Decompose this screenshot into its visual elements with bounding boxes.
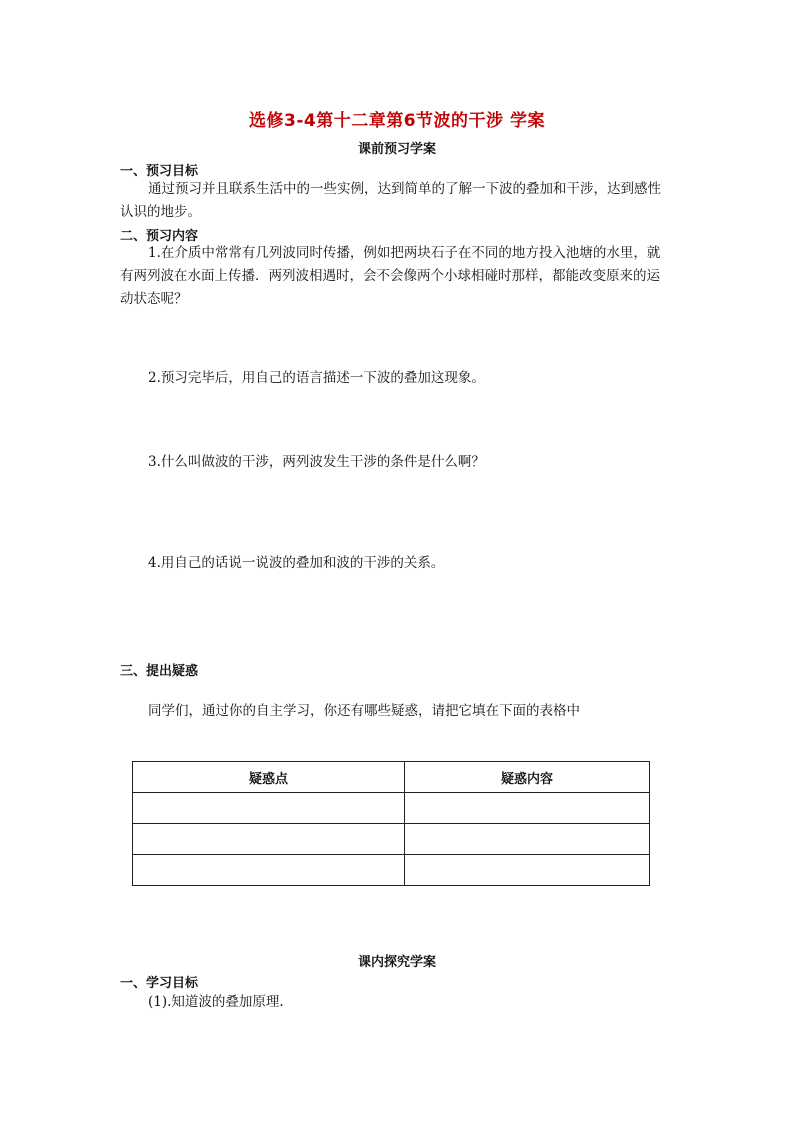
- question3: 3.什么叫做波的干涉，两列波发生干涉的条件是什么啊？: [148, 454, 485, 470]
- table-row: [133, 793, 650, 824]
- question1-line2: 有两列波在水面上传播．两列波相遇时，会不会像两个小球相碰时那样，都能改变原来的运: [120, 268, 660, 284]
- section3-text: 同学们，通过你的自主学习，你还有哪些疑惑，请把它填在下面的表格中: [148, 703, 580, 719]
- section1-heading: 一、预习目标: [120, 164, 199, 179]
- part1-title: 课前预习学案: [357, 142, 436, 157]
- section3-heading: 三、提出疑惑: [120, 664, 199, 679]
- section1-text-line2: 认识的地步。: [120, 204, 201, 220]
- table-row: [133, 824, 650, 855]
- table-cell[interactable]: [405, 793, 650, 824]
- question1-line1: 1.在介质中常常有几列波同时传播，例如把两块石子在不同的地方投入池塘的水里，就: [148, 245, 661, 261]
- table-cell[interactable]: [405, 824, 650, 855]
- question2: 2.预习完毕后，用自己的语言描述一下波的叠加这现象。: [148, 370, 485, 386]
- objective-item1: (1).知道波的叠加原理.: [148, 994, 284, 1010]
- table-cell[interactable]: [133, 855, 405, 886]
- table-row: [133, 855, 650, 886]
- table-cell[interactable]: [133, 824, 405, 855]
- table-header-cell: 疑惑内容: [405, 762, 650, 793]
- section2-heading: 二、预习内容: [120, 229, 199, 244]
- table-cell[interactable]: [405, 855, 650, 886]
- question4: 4.用自己的话说一说波的叠加和波的干涉的关系。: [148, 555, 445, 571]
- section4-heading: 一、学习目标: [120, 976, 199, 991]
- document-title: 选修3-4第十二章第6节波的干涉 学案: [249, 111, 545, 131]
- table-header-row: [133, 762, 650, 793]
- question1-line3: 动状态呢？: [120, 291, 188, 307]
- table-cell[interactable]: [133, 793, 405, 824]
- section1-text-line1: 通过预习并且联系生活中的一些实例，达到简单的了解一下波的叠加和干涉，达到感性: [148, 181, 661, 197]
- questions-table: [132, 761, 650, 886]
- part2-title: 课内探究学案: [357, 955, 436, 970]
- table-header-cell: 疑惑点: [133, 762, 405, 793]
